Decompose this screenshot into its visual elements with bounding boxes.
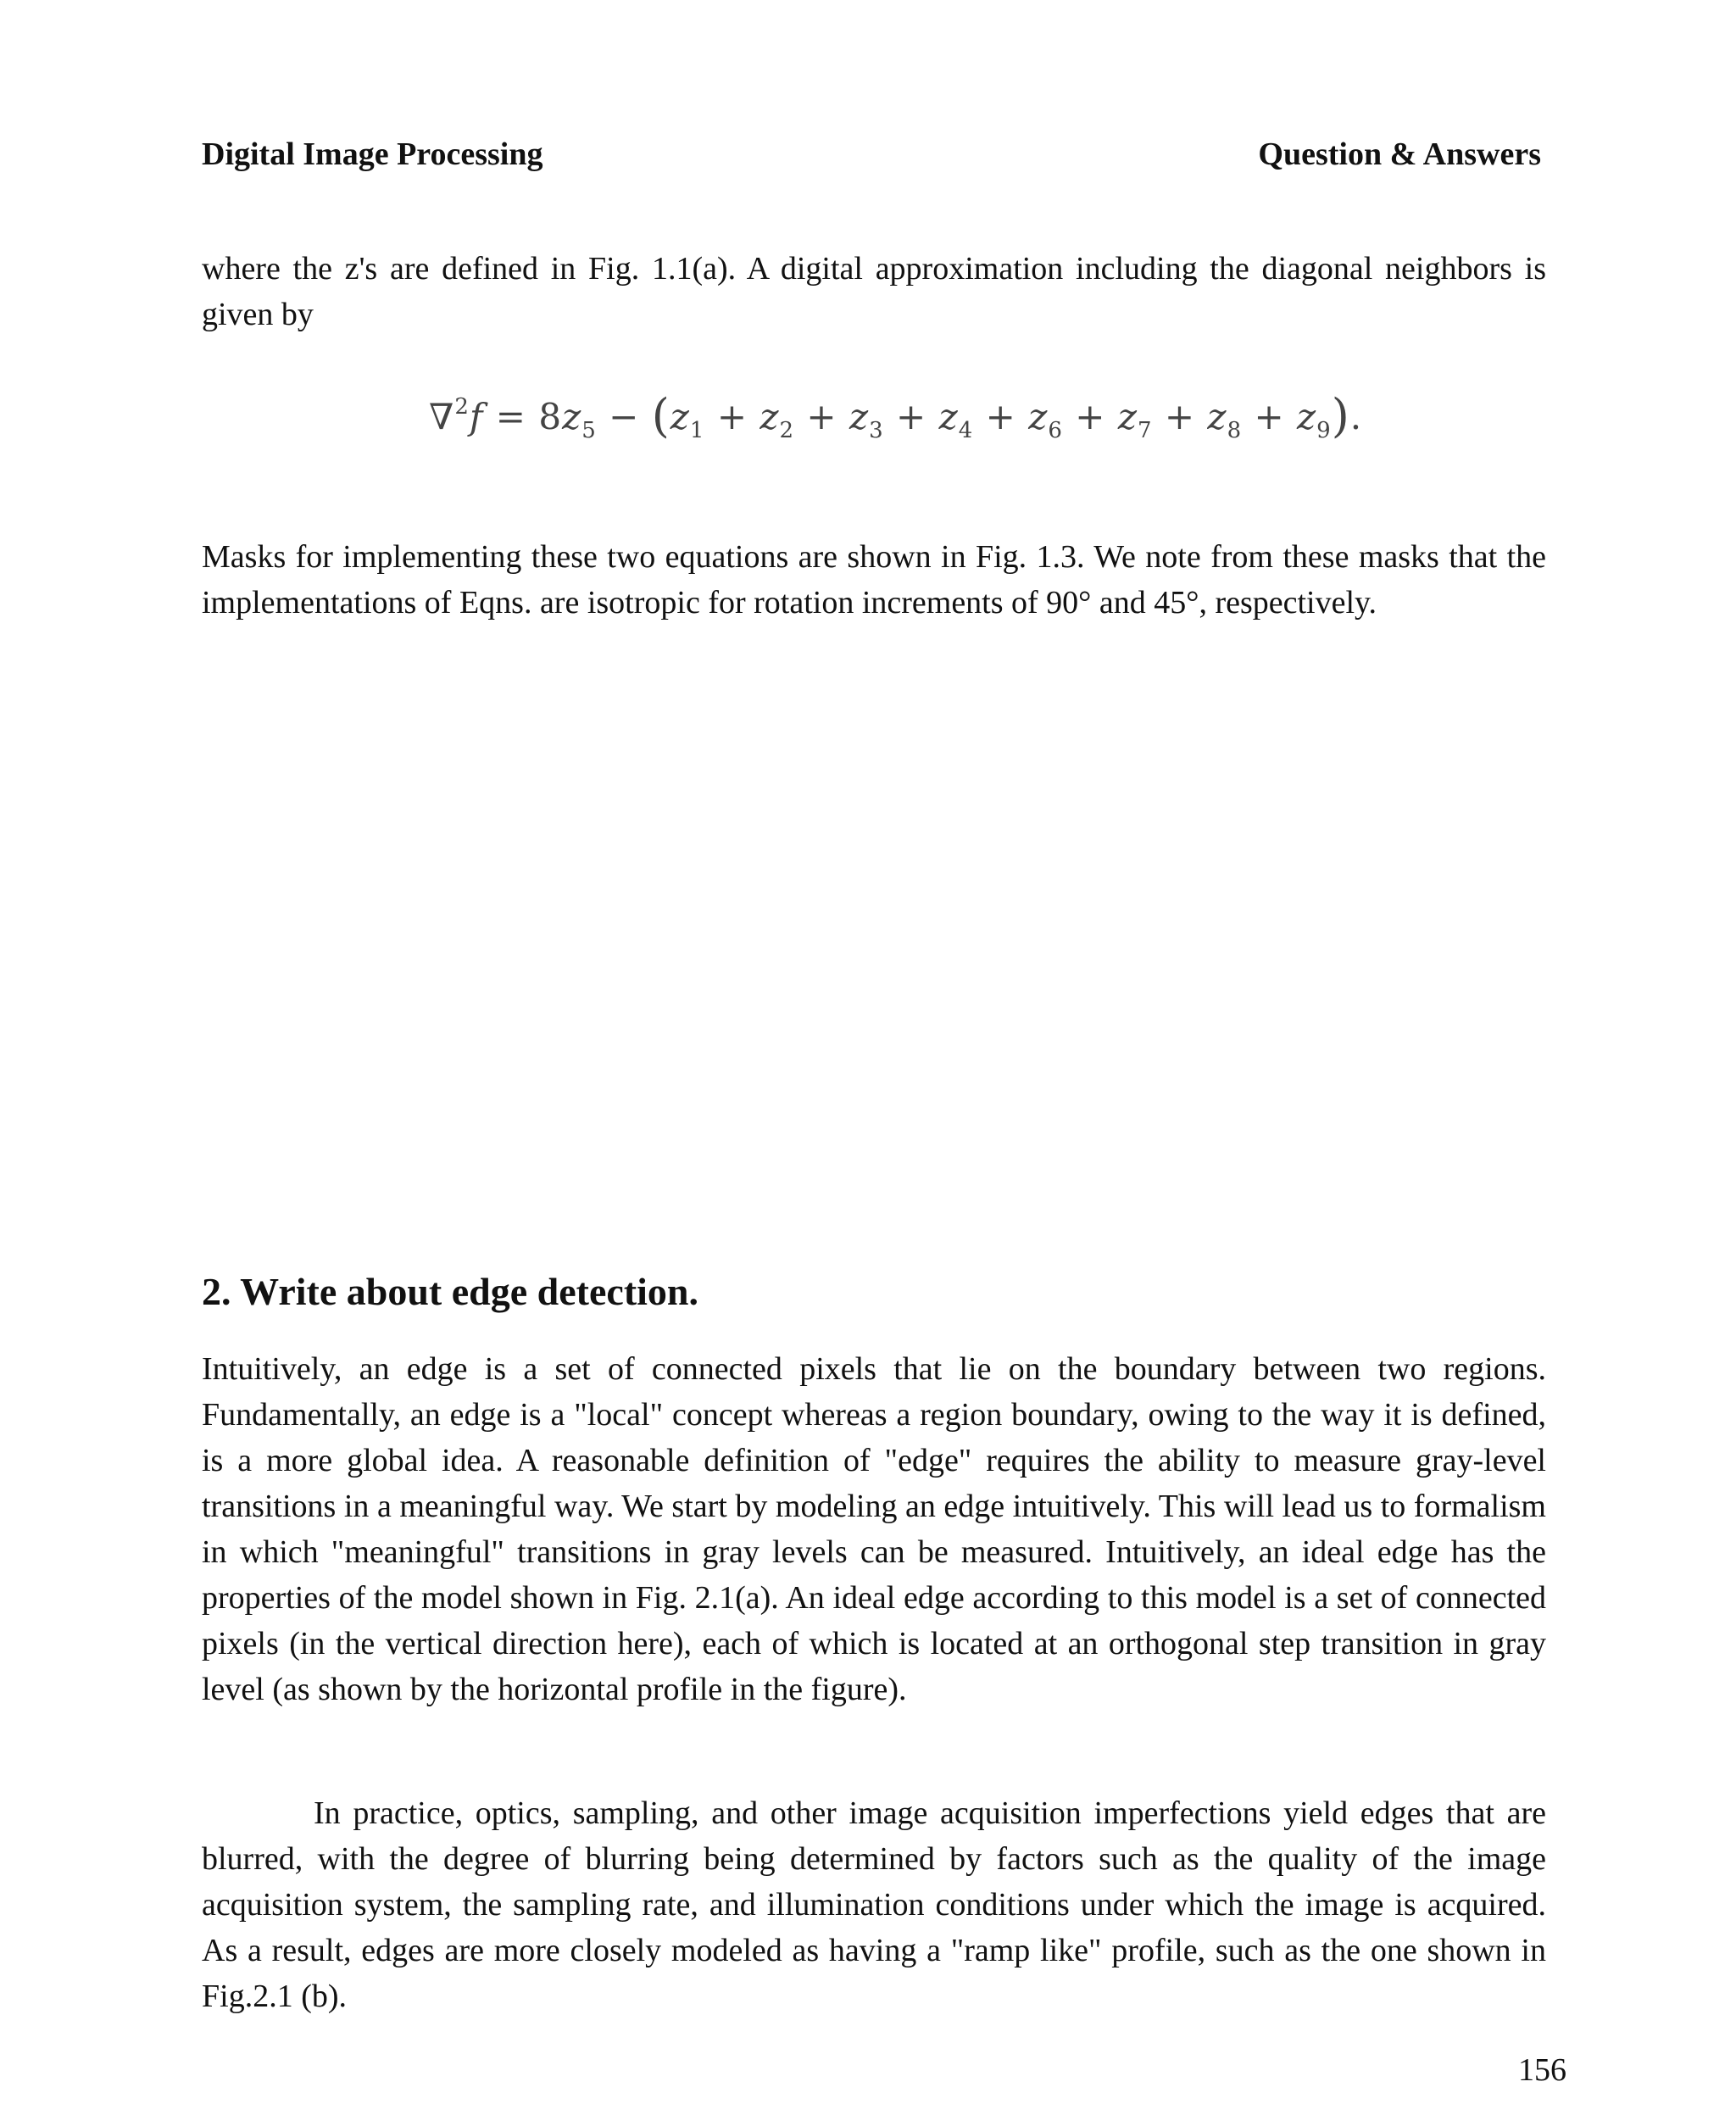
term-subscript: 2 <box>779 418 795 443</box>
plus-sign: + <box>806 396 837 437</box>
section-heading: 2. Write about edge detection. <box>202 1270 699 1313</box>
open-paren: ( <box>651 389 670 442</box>
term-variable: z <box>670 396 690 437</box>
term-variable: z <box>1117 396 1138 437</box>
plus-sign: + <box>985 396 1016 437</box>
term-variable: z <box>1297 396 1317 437</box>
plus-sign: + <box>1254 396 1285 437</box>
paragraph-intro: where the z's are defined in Fig. 1.1(a). A digital approximation including the diagonal neighbors is given by <box>202 251 1546 332</box>
center-variable: z <box>562 396 582 437</box>
header-section-label: Question & Answers <box>1258 136 1541 172</box>
paragraph-edge-definition: Intuitively, an edge is a set of connected pixels that lie on the boundary between two regions. Fundamentally, an edge is a "local" concept whereas a region boundary, owing to the way it is defined, is a more global idea. A reasonable definition of "edge" requires the ability to measure gray-level transitions in a meaningful way. We start by modeling an edge intuitively. This will lead us to formalism in which "meaningful" transitions in gray levels can be measured. Intuitively, an ideal edge has the properties of the model shown in Fig. 2.1(a). An ideal edge according to this model is a set of connected pixels (in the vertical direction here), each of which is located at an orthogonal step transition in gray level (as shown by the horizontal profile in the figure). <box>202 1351 1546 1707</box>
equation-period: . <box>1349 396 1363 437</box>
term-subscript: 7 <box>1137 418 1153 443</box>
term-variable: z <box>760 396 780 437</box>
term-variable: z <box>938 396 959 437</box>
plus-sign: + <box>1164 396 1196 437</box>
term-variable: z <box>1028 396 1049 437</box>
term-subscript: 6 <box>1048 418 1063 443</box>
plus-sign: + <box>716 396 748 437</box>
term-variable: z <box>849 396 870 437</box>
page-number: 156 <box>1518 2052 1566 2088</box>
term-subscript: 3 <box>869 418 884 443</box>
paragraph-masks: Masks for implementing these two equations are shown in Fig. 1.3. We note from these masks that the implementations of Eqns. are isotropic for rotation increments of 90° and 45°, respectively. <box>202 539 1546 621</box>
plus-sign: + <box>896 396 927 437</box>
nabla-symbol: ∇ <box>429 396 455 437</box>
plus-sign: + <box>1075 396 1106 437</box>
term-variable: z <box>1207 396 1227 437</box>
term-subscript: 1 <box>689 418 705 443</box>
term-subscript: 4 <box>958 418 974 443</box>
center-subscript: 5 <box>581 418 597 443</box>
equals-sign: = <box>495 396 526 437</box>
paragraph-practice: In practice, optics, sampling, and other image acquisition imperfections yield edges that are blurred, with the degree of blurring being determined by factors such as the quality of the image acquisition system, the sampling rate, and illumination conditions under which the image is acquired. As a result, edges are more closely modeled as having a "ramp like" profile, such as the one shown in Fig.2.1 (b). <box>202 1795 1546 2014</box>
function-symbol: f <box>469 396 484 437</box>
minus-sign: − <box>609 396 640 437</box>
term-subscript: 9 <box>1316 418 1332 443</box>
header-book-title: Digital Image Processing <box>202 136 543 172</box>
coefficient: 8 <box>538 396 563 437</box>
nabla-exponent: 2 <box>454 394 470 420</box>
close-paren: ) <box>1331 389 1350 442</box>
term-subscript: 8 <box>1227 418 1243 443</box>
laplacian-equation <box>429 376 1363 443</box>
